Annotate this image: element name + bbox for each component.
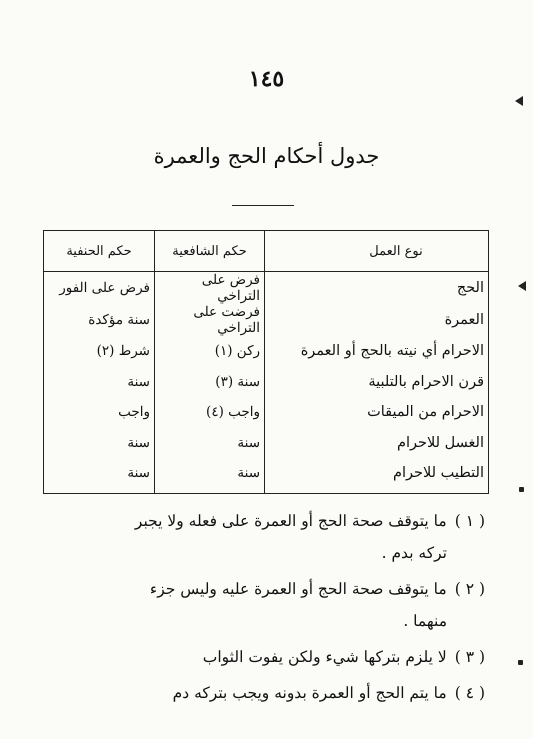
cell-shafii: فرض على التراخي: [154, 272, 264, 305]
footnote-continuation: تركه بدم .: [381, 544, 447, 562]
cell-action: الحج: [456, 280, 484, 296]
footnote-text: ما يتوقف صحة الحج أو العمرة على فعله ولا يجبر: [134, 512, 447, 530]
header-shafii-ruling: حكم الشافعية: [154, 231, 264, 272]
footnote-number: ( ١ ): [454, 512, 485, 530]
cell-shafii: سنة: [154, 458, 264, 489]
cell-hanafi: فرض على الفور: [44, 272, 155, 305]
footnote: [55, 641, 485, 673]
footnote: [55, 573, 485, 605]
cell-action: العمرة: [444, 312, 484, 328]
cell-shafii: ركن (١): [154, 336, 264, 367]
title-underline: [232, 205, 294, 206]
footnote-text: ما يتم الحج أو العمرة بدونه ويجب بتركه دم: [172, 684, 447, 702]
page-title: جدول أحكام الحج والعمرة: [153, 144, 380, 168]
cell-action: التطيب للاحرام: [393, 465, 484, 482]
margin-arrow-icon: [515, 96, 523, 106]
table-row: [44, 458, 489, 489]
table-row: [44, 428, 489, 459]
footnote-number: ( ٤ ): [454, 684, 485, 702]
cell-action: الاحرام من الميقات: [367, 404, 484, 421]
footnote-continuation: منهما .: [403, 612, 447, 630]
rulings-table: [43, 230, 489, 494]
footnote: [55, 677, 485, 709]
cell-hanafi: واجب: [44, 397, 155, 428]
cell-shafii: سنة (٣): [154, 367, 264, 398]
table-row: [44, 367, 489, 398]
footnotes: [55, 505, 485, 709]
margin-dot-icon: [518, 660, 523, 665]
cell-shafii: فرضت على التراخي: [154, 304, 264, 336]
cell-action: قرن الاحرام بالتلبية: [368, 373, 484, 390]
footnote-text: لا يلزم بتركها شيء ولكن يفوت الثواب: [202, 648, 447, 666]
page-number: ١٤٥: [248, 66, 285, 92]
header-action-type: نوع العمل: [265, 231, 489, 272]
margin-arrow-icon: [518, 281, 526, 291]
cell-shafii: سنة: [154, 428, 264, 459]
table-header-row: [44, 231, 489, 272]
cell-hanafi: سنة: [44, 367, 155, 398]
footnote: [55, 505, 485, 537]
footnote-number: ( ٢ ): [454, 580, 485, 598]
cell-shafii: واجب (٤): [154, 397, 264, 428]
table-spacer-row: [44, 489, 489, 494]
cell-hanafi: سنة: [44, 428, 155, 459]
table-row: [44, 336, 489, 367]
cell-hanafi: سنة: [44, 458, 155, 489]
footnote-number: ( ٣ ): [454, 648, 485, 666]
cell-hanafi: شرط (٢): [44, 336, 155, 367]
table-row: [44, 397, 489, 428]
cell-action: الاحرام أي نيته بالحج أو العمرة: [300, 343, 484, 360]
table-row: [44, 304, 489, 336]
footnote-text: ما يتوقف صحة الحج أو العمرة عليه وليس جزء: [149, 580, 447, 598]
table-row: [44, 272, 489, 305]
margin-dot-icon: [519, 487, 524, 492]
header-hanafi-ruling: حكم الحنفية: [44, 231, 155, 272]
cell-action: الغسل للاحرام: [396, 434, 484, 451]
cell-hanafi: سنة مؤكدة: [44, 304, 155, 336]
